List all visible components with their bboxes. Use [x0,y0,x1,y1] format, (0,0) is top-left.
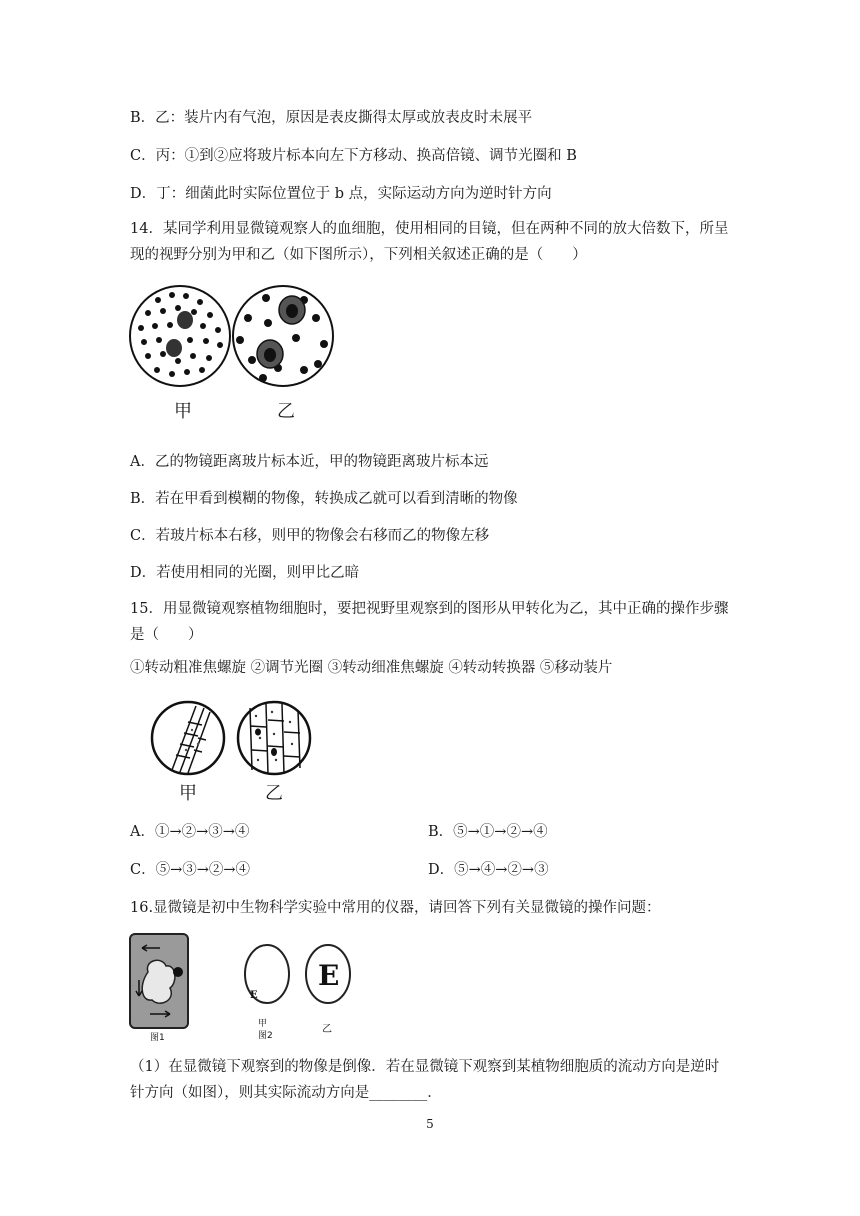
q15-figure [150,700,320,780]
fig1-label: 图1 [150,1033,165,1042]
field-yi [238,702,310,774]
q15-option-c: C．⑤→③→②→④ [130,862,251,878]
q16-sub1: （1）在显微镜下观察到的物像是倒像．若在显微镜下观察到某植物细胞质的流动方向是逆时针方向（如图），则其实际流动方向是________． [130,1059,720,1101]
q14-option-d: D．若使用相同的光圈，则甲比乙暗 [130,565,360,581]
q15-option-d: D．⑤→④→②→③ [428,862,549,878]
field-jia [152,702,224,774]
q14-option-a: A．乙的物镜距离玻片标本近，甲的物镜距离玻片标本远 [130,454,489,470]
q16-stem: 16.显微镜是初中生物科学实验中常用的仪器，请回答下列有关显微镜的操作问题： [130,900,661,916]
q15-steps: ①转动粗准焦螺旋 ②调节光圈 ③转动细准焦螺旋 ④转动转换器 ⑤移动装片 [130,660,613,676]
q14-label-jia: 甲 [174,401,192,422]
q14-option-c: C．若玻片标本右移，则甲的物像会右移而乙的物像左移 [130,528,490,544]
q13-option-d: D．丁：细菌此时实际位置位于 b 点，实际运动方向为逆时针方向 [130,186,552,202]
q15-stem: 15．用显微镜观察植物细胞时，要把视野里观察到的图形从甲转化为乙，其中正确的操作步骤是（ ） [130,601,729,643]
q15-label-yi: 乙 [265,783,283,804]
field-yi [233,286,333,386]
q15-label-jia: 甲 [179,783,197,804]
fig2-jia-label: 甲 [258,1019,268,1029]
q14-option-b: B．若在甲看到模糊的物像，转换成乙就可以看到清晰的物像 [130,491,518,507]
q16-figure [126,930,366,1042]
q13-option-c: C．丙：①到②应将玻片标本向左下方移动、换高倍镜、调节光圈和 B [130,148,577,164]
q13-option-b: B．乙：装片内有气泡，原因是表皮撕得太厚或放表皮时未展平 [130,110,533,126]
field-jia [130,286,230,386]
fig1-plant-cell [130,934,188,1028]
letter-small: E [250,990,258,1001]
fig2-field-yi [306,945,350,1003]
page-number: 5 [426,1117,434,1131]
letter-big: E [318,959,340,992]
fig2-label: 图2 [258,1031,273,1041]
q14-figure [128,278,338,423]
q14-label-yi: 乙 [277,401,295,422]
fig2-yi-label: 乙 [322,1024,332,1035]
q15-option-b: B．⑤→①→②→④ [428,824,548,840]
q14-stem: 14．某同学利用显微镜观察人的血细胞，使用相同的目镜，但在两种不同的放大倍数下，所呈现的视野分别为甲和乙（如下图所示），下列相关叙述正确的是（ ） [130,221,729,263]
fig2-field-jia [245,945,289,1003]
q15-option-a: A．①→②→③→④ [130,824,250,840]
